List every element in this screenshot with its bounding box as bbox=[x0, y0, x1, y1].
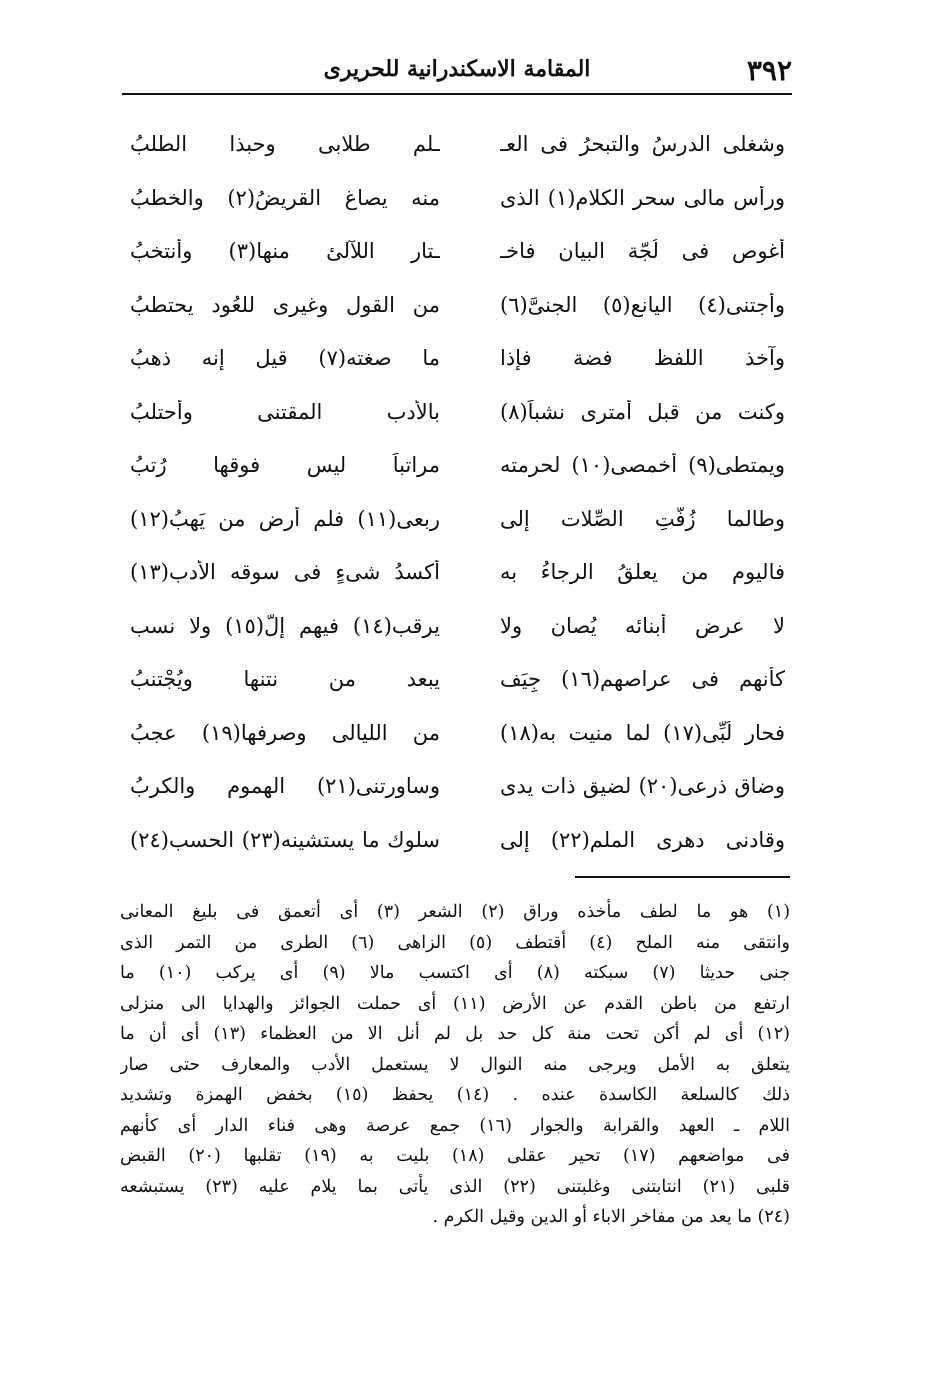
verse-second-hemistich: ربعى(١١) فلم أرض من يَهبُ(١٢) bbox=[130, 506, 440, 531]
verse bbox=[130, 707, 785, 761]
verse-first-hemistich: وشغلى الدرسُ والتبحرُ فى العـ bbox=[500, 132, 785, 157]
verse-first-hemistich: ويمتطى(٩) أخمصى(١٠) لحرمته bbox=[500, 453, 785, 478]
footnote-line: (٢٤) ما يعد من مفاخر الاباء أو الدين وقيل الكرم . bbox=[432, 1207, 790, 1227]
verse-first-hemistich: وأجتنى(٤) اليانع(٥) الجنىَّ(٦) bbox=[500, 292, 785, 317]
verse-first-hemistich: وضاق ذرعى(٢٠) لضيق ذات يدى bbox=[500, 774, 785, 799]
verse bbox=[130, 439, 785, 493]
footnote-line: (١) هو ما لطف مأخذه وراق (٢) الشعر (٣) أى أتعمق فى بليغ المعانى bbox=[120, 902, 790, 922]
verse bbox=[130, 225, 785, 279]
verse-first-hemistich: كأنهم فى عراصهم(١٦) جِيَف bbox=[500, 667, 785, 692]
verse-first-hemistich: وقادنى دهرى الملم(٢٢) إلى bbox=[500, 827, 785, 852]
verse-second-hemistich: منه يصاغ القريضُ(٢) والخطبُ bbox=[130, 185, 440, 210]
verse bbox=[130, 279, 785, 333]
verse-second-hemistich: ـتار اللآلئ منها(٣) وأنتخبُ bbox=[130, 239, 440, 264]
footnote-line: وانتقى منه الملح (٤) أقتطف (٥) الزاهى (٦) الطرى من التمر الذى bbox=[120, 932, 790, 953]
footnote-line: ذلك كالسلعة الكاسدة عنده . (١٤) يحفظ (١٥) بخفض الهمزة وتشديد bbox=[120, 1085, 790, 1105]
verse-second-hemistich: ما صغته(٧) قيل إنه ذهبُ bbox=[130, 346, 440, 371]
verse-second-hemistich: من القول وغيرى للعُود يحتطبُ bbox=[130, 292, 440, 317]
verse-second-hemistich: بالأدب المقتنى وأحتلبُ bbox=[130, 399, 440, 424]
verse bbox=[130, 332, 785, 386]
verse-second-hemistich: من الليالى وصرفها(١٩) عجبُ bbox=[130, 720, 440, 745]
verse-first-hemistich: وطالما زُفّتِ الصِّلات إلى bbox=[500, 506, 785, 531]
verse-first-hemistich: لا عرض أبنائه يُصان ولا bbox=[500, 613, 785, 638]
verse-first-hemistich: فاليوم من يعلقُ الرجاءُ به bbox=[500, 560, 785, 585]
page-number: ٣٩٢ bbox=[746, 54, 792, 87]
verse-second-hemistich: ـلم طلابى وحبذا الطلبُ bbox=[130, 132, 440, 157]
verse-second-hemistich: يرقب(١٤) فيهم إلٌّ(١٥) ولا نسب bbox=[130, 613, 440, 638]
verse-second-hemistich: سلوك ما يستشينه(٢٣) الحسب(٢٤) bbox=[130, 827, 440, 852]
footnote-line: قلبى (٢١) انتابتنى وغلبتنى (٢٢) الذى يأتى بما يلام عليه (٢٣) يستبشعه bbox=[120, 1176, 790, 1197]
footnote-line: فى مواضعهم (١٧) تحير عقلى (١٨) بليت به (١٩) تقلبها (٢٠) القبض bbox=[120, 1146, 790, 1166]
verse bbox=[130, 653, 785, 707]
verse bbox=[130, 493, 785, 547]
footnote-line: جنى حديثا (٧) سبكته (٨) أى اكتسب مالا (٩) أى يركب (١٠) ما bbox=[120, 963, 790, 983]
poem bbox=[130, 118, 785, 867]
verse bbox=[130, 118, 785, 172]
verse bbox=[130, 600, 785, 654]
running-title: المقامة الاسكندرانية للحريرى bbox=[323, 56, 591, 82]
verse-first-hemistich: أغوص فى لُجّة البيان فاخـ bbox=[500, 239, 785, 264]
footnotes bbox=[120, 897, 790, 1233]
verse-second-hemistich: يبعد من نتنها ويُجْتنبُ bbox=[130, 667, 440, 692]
verse-first-hemistich: وكنت من قبل أمترى نشباً(٨) bbox=[500, 399, 785, 424]
verse bbox=[130, 546, 785, 600]
verse bbox=[130, 760, 785, 814]
verse-first-hemistich: فحار لُبِّى(١٧) لما منيت به(١٨) bbox=[500, 720, 785, 745]
header-rule bbox=[122, 93, 792, 95]
verse-second-hemistich: أكسدُ شىءٍ فى سوقه الأدب(١٣) bbox=[130, 560, 440, 585]
verse-first-hemistich: ورأس مالى سحر الكلام(١) الذى bbox=[500, 185, 785, 210]
footnote-line: يتعلق به الأمل ويرجى منه النوال لا يستعمل الأدب والمعارف حتى صار bbox=[120, 1054, 790, 1075]
verse-second-hemistich: وساورتنى(٢١) الهموم والكربُ bbox=[130, 774, 440, 799]
footnote-line: اللام ـ العهد والقرابة والجوار (١٦) جمع عرصة وهى فناء الدار أى كأنهم bbox=[120, 1115, 790, 1136]
verse bbox=[130, 814, 785, 868]
verse-second-hemistich: مراتباً ليس فوقها رُتبُ bbox=[130, 453, 440, 478]
footnote-line: ارتفع من باطن القدم عن الأرض (١١) أى حملت الجوائز والهدايا الى منزلى bbox=[120, 993, 790, 1014]
verse bbox=[130, 172, 785, 226]
page-header bbox=[122, 50, 792, 92]
footnote-line: (١٢) أى لم أكن تحت منة كل حد بل لم أنل الا من العظماء (١٣) أى أن ما bbox=[120, 1024, 790, 1044]
footnote-rule bbox=[575, 876, 790, 878]
verse-first-hemistich: وآخذ اللفظ فضة فإذا bbox=[500, 346, 785, 371]
verse bbox=[130, 386, 785, 440]
